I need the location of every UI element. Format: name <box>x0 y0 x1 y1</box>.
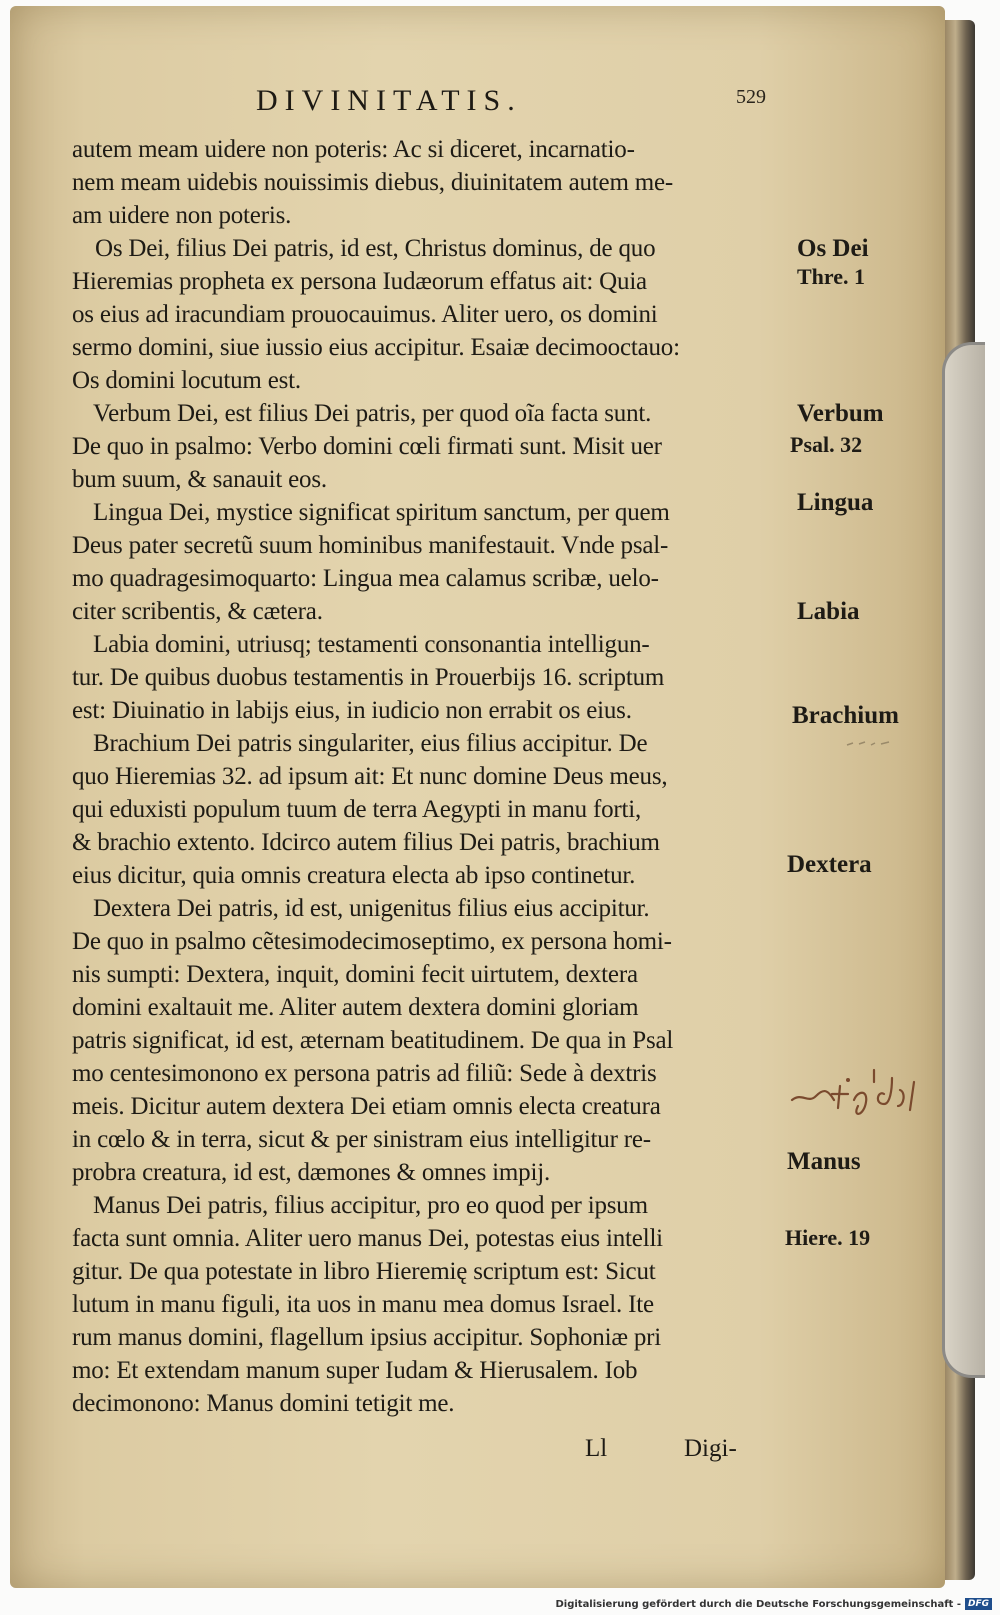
text-line: os eius ad iracundiam prouocauimus. Aliter uero, os domini <box>72 301 658 328</box>
text-line: Dextera Dei patris, id est, unigenitus filius eius accipitur. <box>93 895 650 922</box>
text-line: Labia domini, utriusq; testamenti consonantia intelligun- <box>93 631 650 658</box>
faint-pencil-mark <box>845 737 895 749</box>
text-line: Os domini locutum est. <box>72 367 301 394</box>
margin-note: Brachium <box>792 702 899 729</box>
text-line: De quo in psalmo cẽtesimodecimoseptimo, ex persona homi- <box>72 928 672 955</box>
margin-note: Psal. 32 <box>790 432 863 457</box>
text-line: nem meam uidebis nouissimis diebus, diuinitatem autem me- <box>72 169 674 196</box>
digitization-credit <box>555 1598 992 1610</box>
text-line: Os Dei, filius Dei patris, id est, Christus dominus, de quo <box>95 235 656 262</box>
text-line: mo centesimonono ex persona patris ad filiũ: Sede à dextris <box>72 1060 657 1087</box>
text-line: probra creatura, id est, dæmones & omnes impij. <box>72 1159 550 1186</box>
margin-note: Labia <box>797 598 860 625</box>
dfg-logo: DFG <box>965 1598 992 1610</box>
running-head: DIVINITATIS. <box>256 84 522 117</box>
text-line: qui eduxisti populum tuum de terra Aegypti in manu forti, <box>72 796 642 823</box>
text-line: quo Hieremias 32. ad ipsum ait: Et nunc domine Deus meus, <box>72 763 668 790</box>
text-line: & brachio extento. Idcirco autem filius Dei patris, brachium <box>72 829 660 856</box>
text-line: nis sumpti: Dextera, inquit, domini fecit uirtutem, dextera <box>72 961 638 988</box>
text-line: decimonono: Manus domini tetigit me. <box>72 1390 455 1417</box>
margin-note: Lingua <box>797 489 874 516</box>
text-line: Manus Dei patris, filius accipitur, pro eo quod per ipsum <box>93 1192 648 1219</box>
text-line: mo quadragesimoquarto: Lingua mea calamus scribæ, uelo- <box>72 565 659 592</box>
text-line: tur. De quibus duobus testamentis in Prouerbijs 16. scriptum <box>72 664 665 691</box>
margin-note: Hiere. 19 <box>785 1225 871 1250</box>
text-line: lutum in manu figuli, ita uos in manu mea domus Israel. Ite <box>72 1291 654 1318</box>
text-line: De quo in psalmo: Verbo domini cœli firmati sunt. Misit uer <box>72 433 662 460</box>
text-line: Hieremias propheta ex persona Iudæorum effatus ait: Quia <box>72 268 647 295</box>
text-line: bum suum, & sanauit eos. <box>72 466 327 493</box>
margin-note: Os Dei <box>797 235 869 262</box>
signature-mark: Ll <box>585 1435 608 1462</box>
text-line: mo: Et extendam manum super Iudam & Hierusalem. Iob <box>72 1357 638 1384</box>
handwritten-annotation <box>788 1060 948 1120</box>
margin-note: Thre. 1 <box>797 264 866 289</box>
text-line: est: Diuinatio in labijs eius, in iudicio non errabit os eius. <box>72 697 632 724</box>
text-line: domini exaltauit me. Aliter autem dextera domini gloriam <box>72 994 639 1021</box>
margin-note: Manus <box>787 1148 861 1175</box>
margin-note: Verbum <box>797 400 884 427</box>
text-line: autem meam uidere non poteris: Ac si diceret, incarnatio- <box>72 136 635 163</box>
text-line: sermo domini, siue iussio eius accipitur. Esaiæ decimooctauo: <box>72 334 680 361</box>
margin-note: Dextera <box>787 851 872 878</box>
text-line: meis. Dicitur autem dextera Dei etiam omnis electa creatura <box>72 1093 661 1120</box>
text-line: in cœlo & in terra, sicut & per sinistram eius intelligitur re- <box>72 1126 651 1153</box>
text-line: patris significat, id est, æternam beatitudinem. De qua in Psal <box>72 1027 674 1054</box>
text-line: am uidere non poteris. <box>72 202 292 229</box>
folio-number: 529 <box>736 86 766 108</box>
text-line: citer scribentis, & cætera. <box>72 598 323 625</box>
credit-text: Digitalisierung gefördert durch die Deutsche Forschungsgemeinschaft - <box>555 1598 961 1610</box>
text-line: Verbum Dei, est filius Dei patris, per quod oĩa facta sunt. <box>93 400 652 427</box>
text-line: Brachium Dei patris singulariter, eius filius accipitur. De <box>93 730 648 757</box>
book-clasp <box>942 342 985 1378</box>
text-line: Lingua Dei, mystice significat spiritum sanctum, per quem <box>93 499 670 526</box>
text-line: Deus pater secretũ suum hominibus manifestauit. Vnde psal- <box>72 532 669 559</box>
text-line: eius dicitur, quia omnis creatura electa ab ipso continetur. <box>72 862 636 889</box>
catchword: Digi- <box>684 1435 737 1462</box>
text-line: facta sunt omnia. Aliter uero manus Dei, potestas eius intelli <box>72 1225 663 1252</box>
text-line: gitur. De qua potestate in libro Hieremię scriptum est: Sicut <box>72 1258 656 1285</box>
text-line: rum manus domini, flagellum ipsius accipitur. Sophoniæ pri <box>72 1324 662 1351</box>
